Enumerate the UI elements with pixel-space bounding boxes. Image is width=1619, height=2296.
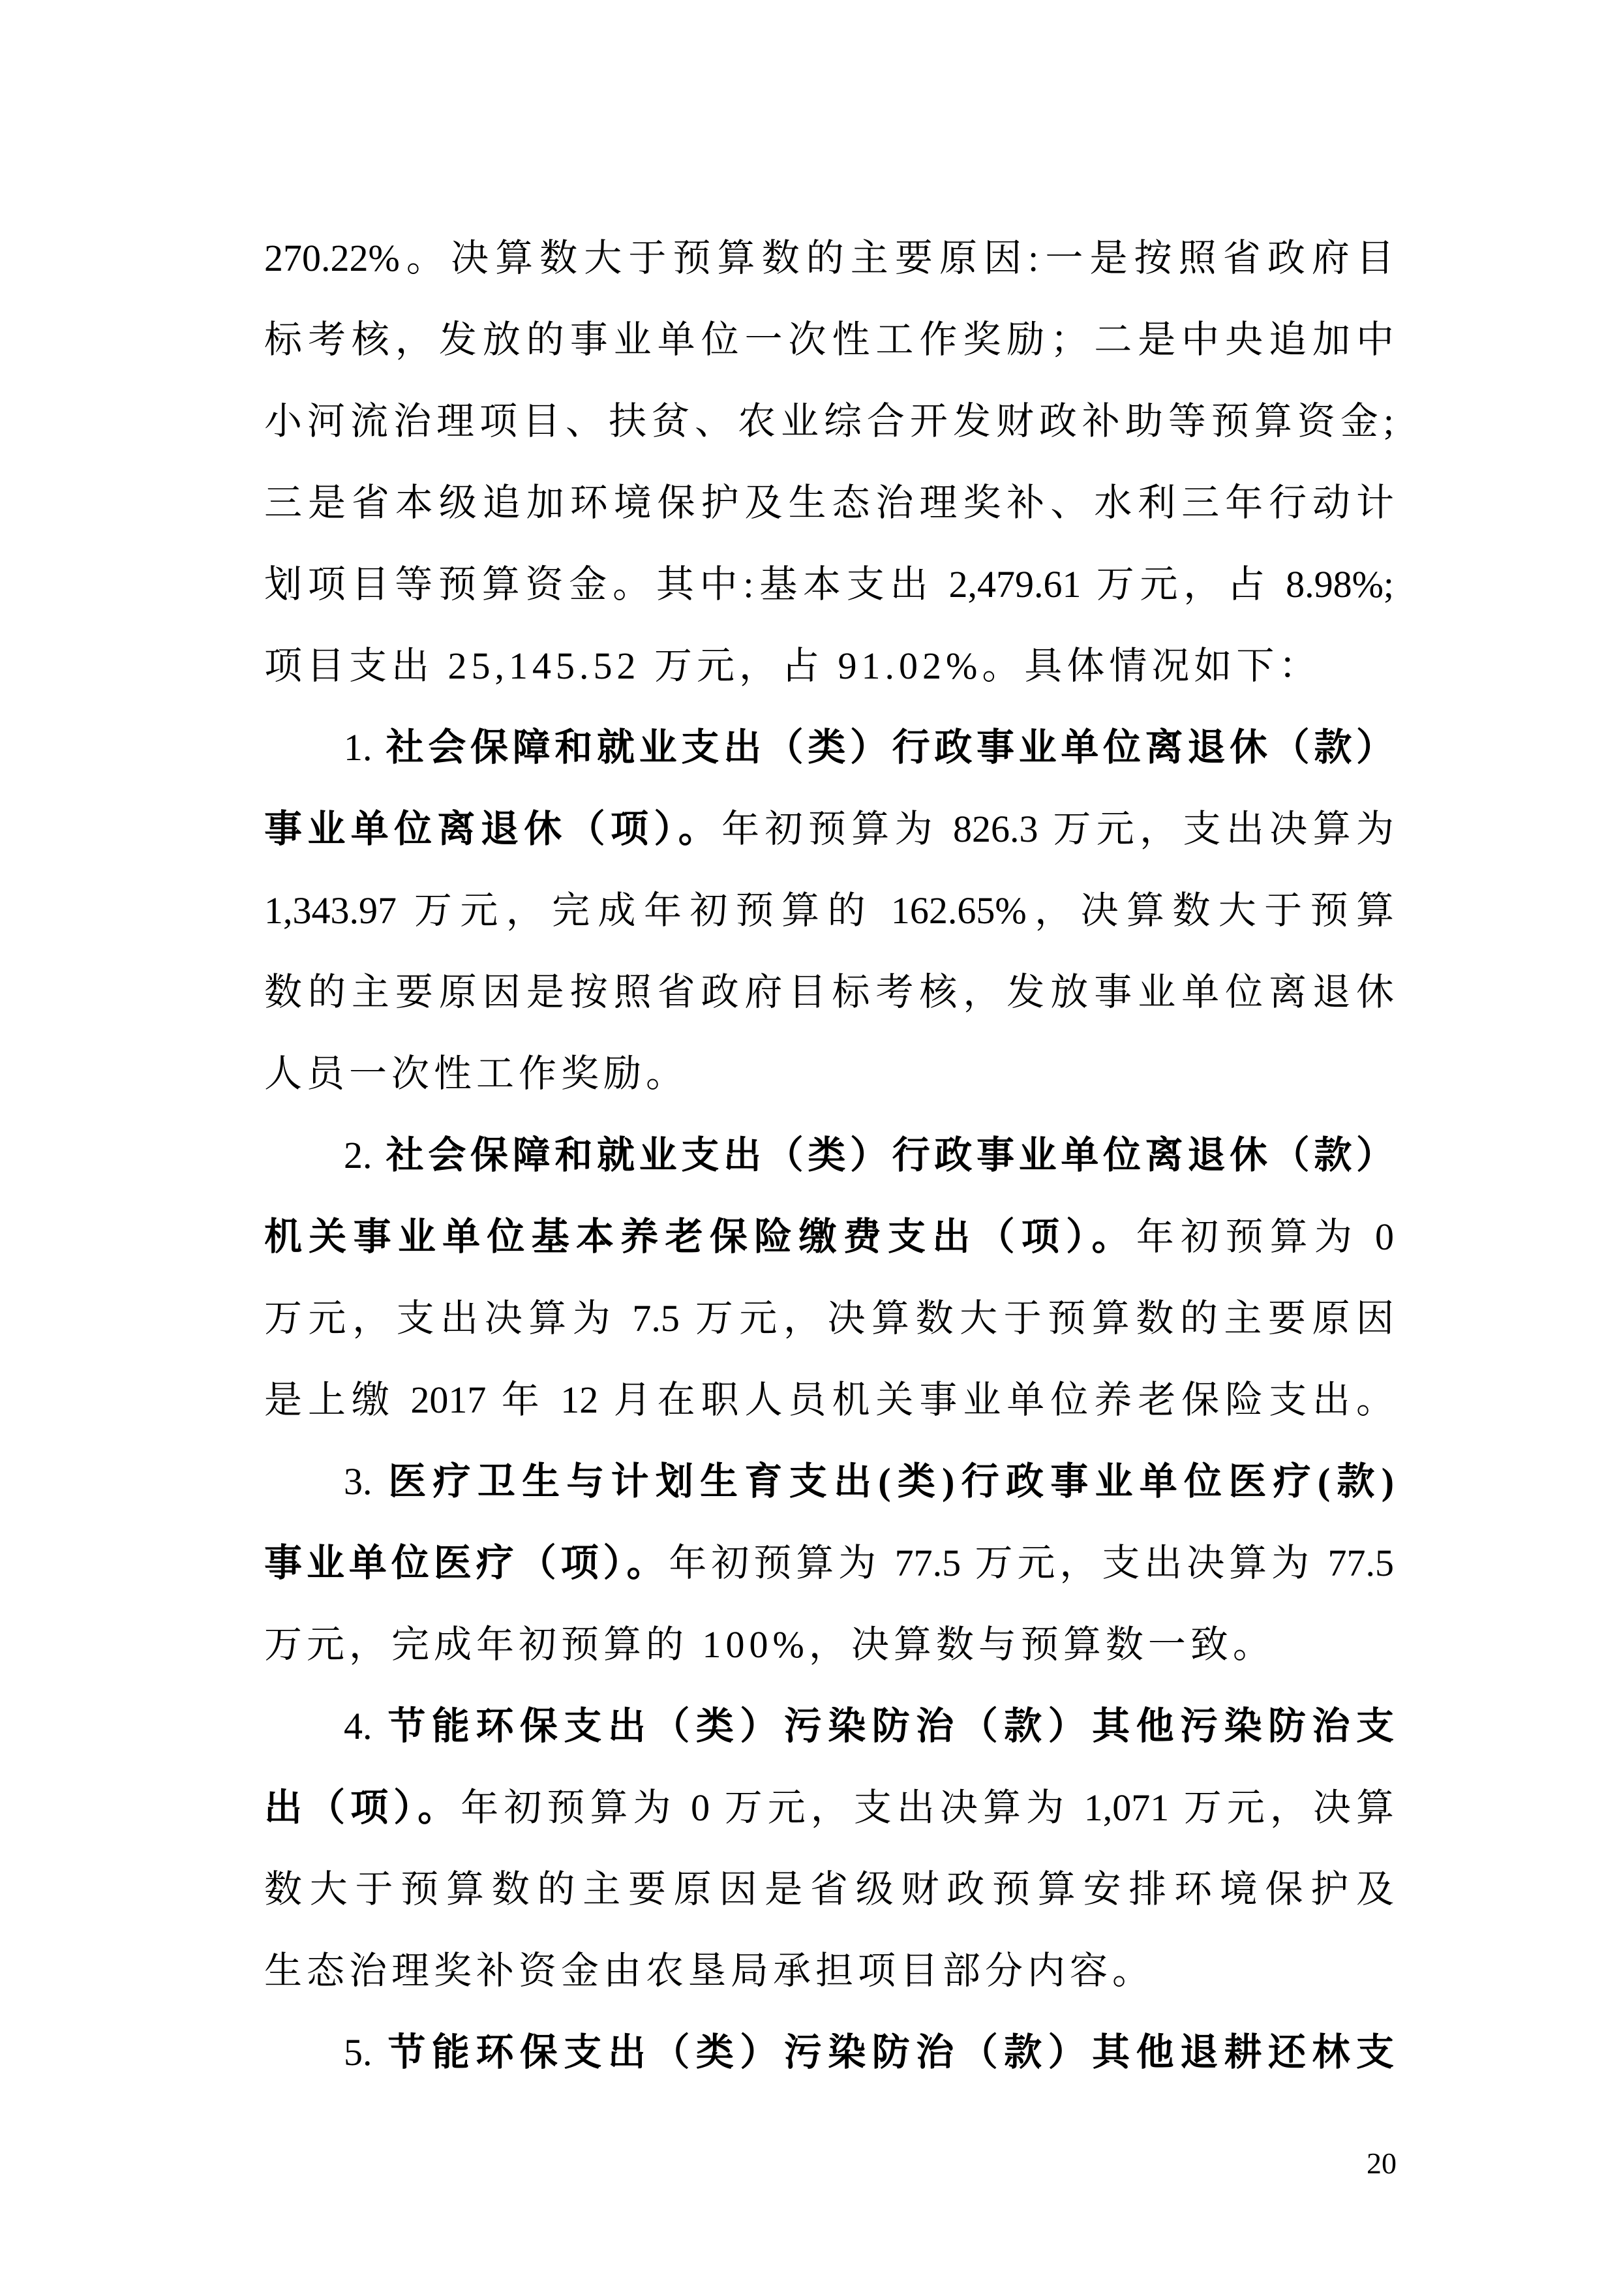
- text-line: [264, 1278, 1394, 1359]
- text-segment: 270.22%。决算数大于预算数的主要原因:一是按照省政府目: [264, 237, 1394, 279]
- text-segment: 数的主要原因是按照省政府目标考核，发放事业单位离退休: [264, 971, 1394, 1013]
- item-heading: 医疗卫生与计划生育支出(类)行政事业单位医疗(款): [388, 1460, 1395, 1503]
- item-heading: 节能环保支出（类）污染防治（款）其他污染防治支: [387, 1705, 1394, 1747]
- item-number: 3.: [344, 1460, 389, 1503]
- body-text: [264, 217, 1394, 2093]
- text-line: [264, 951, 1394, 1033]
- text-segment: 项目支出 25,145.52 万元，占 91.02%。具体情况如下：: [264, 645, 1322, 687]
- text-segment: 是上缴 2017 年 12 月在职人员机关事业单位养老保险支出。: [264, 1379, 1394, 1421]
- text-line: [264, 625, 1394, 707]
- text-line-item-3: [264, 1441, 1394, 1522]
- text-segment: 年初预算为 826.3 万元，支出决算为: [721, 808, 1394, 850]
- text-line: [264, 1359, 1394, 1441]
- text-line: [264, 788, 1394, 870]
- item-number: 2.: [344, 1134, 386, 1176]
- text-line-item-4: [264, 1685, 1394, 1767]
- text-segment: 万元，完成年初预算的 100%，决算数与预算数一致。: [264, 1623, 1275, 1666]
- text-segment: 年初预算为 77.5 万元，支出决算为 77.5: [669, 1542, 1394, 1584]
- text-line: [264, 1604, 1394, 1685]
- text-line: [264, 217, 1394, 299]
- text-line: [264, 870, 1394, 951]
- item-heading: 事业单位离退休（项）。: [264, 808, 722, 850]
- text-segment: 三是省本级追加环境保护及生态治理奖补、水利三年行动计: [264, 482, 1394, 524]
- text-segment: 年初预算为 0: [1136, 1216, 1394, 1258]
- text-segment: 生态治理奖补资金由农垦局承担项目部分内容。: [264, 1950, 1155, 1992]
- text-line: [264, 1522, 1394, 1604]
- text-segment: 人员一次性工作奖励。: [264, 1052, 689, 1095]
- text-segment: 数大于预算数的主要原因是省级财政预算安排环境保护及: [264, 1868, 1394, 1910]
- text-line: [264, 1848, 1394, 1930]
- item-heading: 机关事业单位基本养老保险缴费支出（项）。: [264, 1216, 1136, 1258]
- item-heading: 社会保障和就业支出（类）行政事业单位离退休（款）: [386, 726, 1394, 769]
- item-number: 5.: [344, 2031, 388, 2074]
- item-number: 1.: [344, 726, 386, 769]
- text-segment: 小河流治理项目、扶贫、农业综合开发财政补助等预算资金;: [264, 400, 1394, 442]
- page-number: 20: [1367, 2147, 1397, 2180]
- text-line: [264, 1930, 1394, 2012]
- text-segment: 划项目等预算资金。其中:基本支出 2,479.61 万元，占 8.98%;: [264, 563, 1394, 605]
- text-line: [264, 462, 1394, 543]
- text-line: [264, 1767, 1394, 1848]
- text-line: [264, 380, 1394, 462]
- text-line: [264, 1196, 1394, 1278]
- item-heading: 社会保障和就业支出（类）行政事业单位离退休（款）: [386, 1134, 1394, 1176]
- text-line: [264, 299, 1394, 380]
- text-line: [264, 1033, 1394, 1114]
- item-heading: 事业单位医疗（项）。: [264, 1542, 669, 1584]
- text-line-item-1: [264, 707, 1394, 788]
- text-segment: 1,343.97 万元，完成年初预算的 162.65%，决算数大于预算: [264, 889, 1394, 932]
- text-line-item-2: [264, 1114, 1394, 1196]
- item-heading: 节能环保支出（类）污染防治（款）其他退耕还林支: [387, 2031, 1394, 2074]
- text-line: [264, 543, 1394, 625]
- text-segment: 年初预算为 0 万元，支出决算为 1,071 万元，决算: [461, 1786, 1394, 1829]
- text-segment: 万元，支出决算为 7.5 万元，决算数大于预算数的主要原因: [264, 1297, 1394, 1339]
- item-heading: 出（项）。: [264, 1786, 461, 1829]
- text-segment: 标考核，发放的事业单位一次性工作奖励；二是中央追加中: [264, 318, 1394, 361]
- text-line-item-5: [264, 2012, 1394, 2093]
- item-number: 4.: [344, 1705, 388, 1747]
